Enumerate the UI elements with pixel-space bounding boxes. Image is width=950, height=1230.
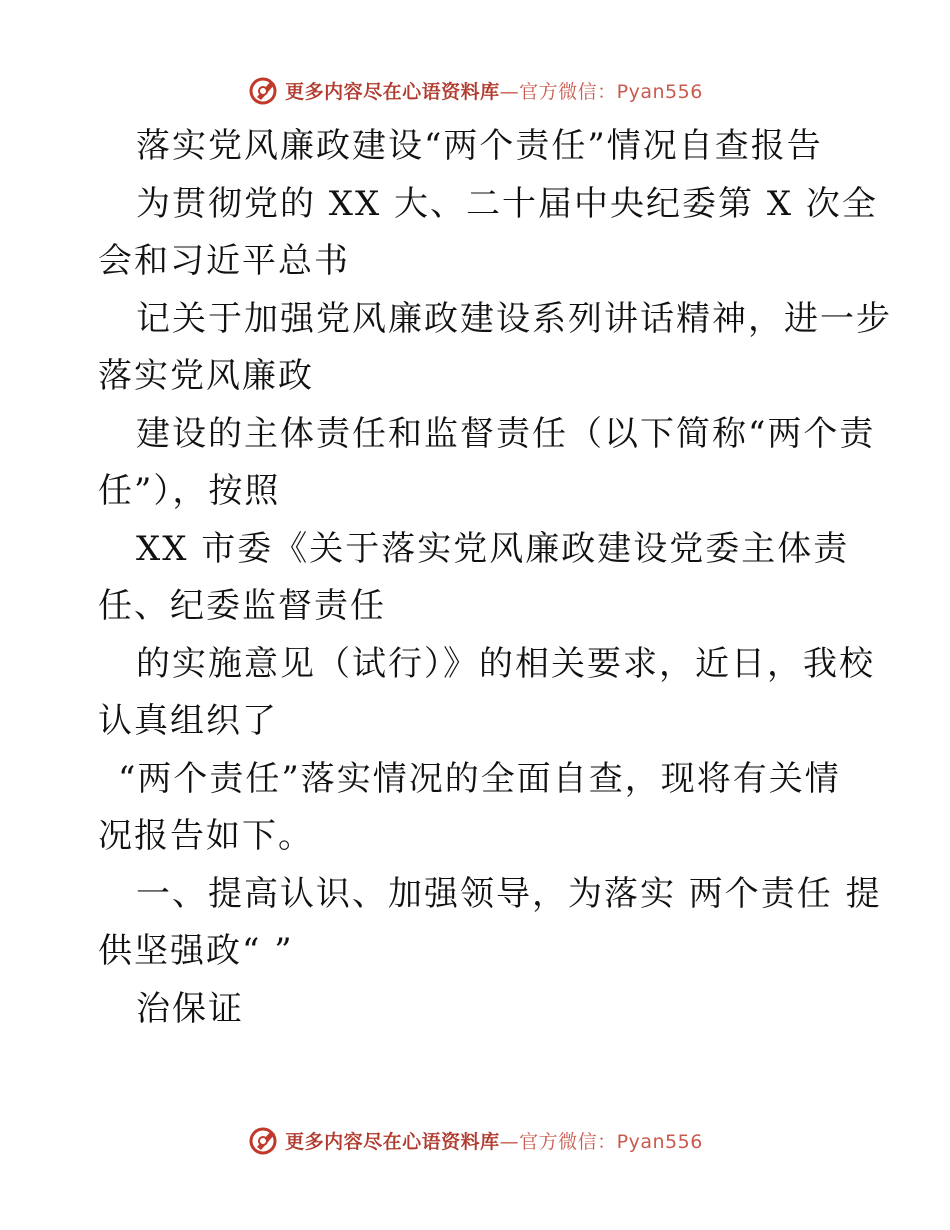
watermark-main-text: 更多内容尽在心语资料库 — [285, 80, 500, 103]
paragraph-line: 况报告如下。 — [98, 816, 314, 856]
paragraph-line: 建设的主体责任和监督责任（以下简称“两个责 — [136, 413, 876, 454]
document-body — [98, 118, 892, 1038]
footer-watermark — [0, 1120, 950, 1160]
paragraph-line: 记关于加强党风廉政建设系列讲话精神，进一步 — [136, 298, 892, 339]
paragraph-line: 任、纪委监督责任 — [98, 586, 386, 626]
section-heading: 一、提高认识、加强领导，为落实 两个责任 提 — [136, 873, 882, 914]
watermark-sub-text: —官方微信：Pyan556 — [499, 80, 703, 103]
watermark-text — [285, 77, 703, 104]
paragraph-line: 的实施意见（试行）》的相关要求，近日，我校 — [136, 643, 875, 684]
paragraph-line: 为贯彻党的 XX 大、二十届中央纪委第 X 次全 — [136, 183, 878, 224]
header-watermark — [0, 70, 950, 110]
paragraph-line: 落实党风廉政 — [98, 356, 314, 396]
section-heading-cont: 供坚强政“ ” — [98, 931, 294, 971]
paragraph-line: XX 市委《关于落实党风廉政建设党委主体责 — [136, 528, 850, 569]
watermark-sub-text: —官方微信：Pyan556 — [499, 1130, 703, 1153]
pen-logo-icon — [247, 1123, 281, 1157]
watermark-main-text: 更多内容尽在心语资料库 — [285, 1130, 500, 1153]
pen-logo-icon — [247, 73, 281, 107]
section-heading-cont: 治保证 — [136, 988, 244, 1029]
paragraph-line: “两个责任”落实情况的全面自查，现将有关情 — [118, 758, 841, 799]
paragraph-line: 会和习近平总书 — [98, 241, 350, 281]
paragraph-line: 认真组织了 — [98, 701, 278, 741]
watermark-text — [285, 1127, 703, 1154]
paragraph-line: 任”），按照 — [98, 471, 281, 511]
document-title: 落实党风廉政建设“两个责任”情况自查报告 — [136, 126, 823, 166]
